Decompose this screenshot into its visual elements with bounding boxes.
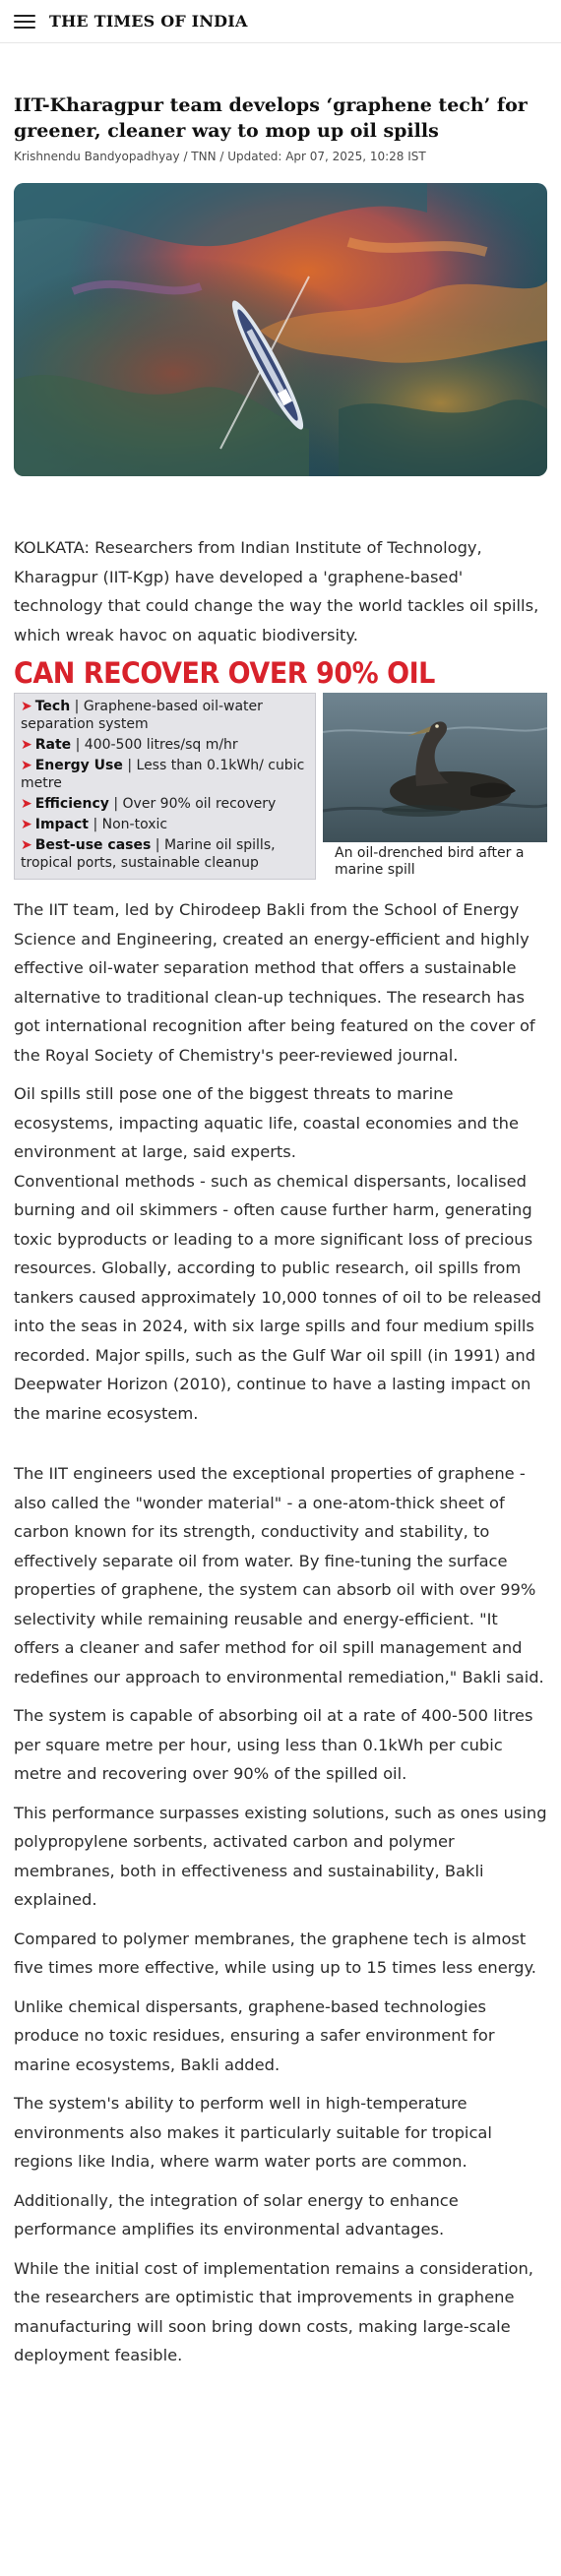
hamburger-menu-icon[interactable] xyxy=(14,15,35,29)
red-arrow-icon: ➤ xyxy=(21,837,32,853)
article-paragraph: The IIT engineers used the exceptional properties of graphene - also called the "wonder material" - a one-atom-thick sheet of carbon known for its strength, conductivity and stability, to effectively separate oil from water. By fine-tuning the surface properties of graphene, the system can absorb oil with over 99% selectivity while remaining reusable and energy-efficient. "It offers a cleaner and safer method for oil spill management and redefines our approach to environmental remediation," Bakli said. xyxy=(14,1464,544,1687)
infographic-fact: ➤ Best-use cases | Marine oil spills, tropical ports, sustainable cleanup xyxy=(21,837,276,871)
red-arrow-icon: ➤ xyxy=(21,817,32,832)
article-paragraph: KOLKATA: Researchers from Indian Institute of Technology, Kharagpur (IIT-Kgp) have developed a 'graphene-based' technology that could change the way the world tackles oil spills, which wreak havoc on aquatic biodiversity. xyxy=(14,538,539,644)
article-paragraph: Conventional methods - such as chemical dispersants, localised burning and oil skimmers - often cause further harm, generating toxic byproducts or leading to a more significant loss of precious resources. Globally, according to public research, oil spills from tankers caused approximately 10,000 tonnes of oil to be released into the seas in 2024, with six large spills and four medium spills recorded. Major spills, such as the Gulf War oil spill (in 1991) and Deepwater Horizon (2010), continue to have a lasting impact on the marine ecosystem. xyxy=(14,1171,541,1423)
article-paragraph: Compared to polymer membranes, the graphene tech is almost five times more effective, while using up to 15 times less energy. xyxy=(14,1929,536,1977)
red-arrow-icon: ➤ xyxy=(21,737,32,753)
article-paragraph: This performance surpasses existing solutions, such as ones using polypropylene sorbents, activated carbon and polymer membranes, both in effectiveness and sustainability, Bakli explained. xyxy=(14,1803,547,1909)
red-arrow-icon: ➤ xyxy=(21,699,32,714)
article-paragraph: While the initial cost of implementation remains a consideration, the researchers are optimistic that improvements in graphene manufacturing will soon bring down costs, making large-scale deployment feasible. xyxy=(14,2258,533,2364)
bird-photo-caption: An oil-drenched bird after a marine spill xyxy=(335,845,525,878)
infographic-fact: ➤ Energy Use | Less than 0.1kWh/ cubic metre xyxy=(21,758,305,791)
red-arrow-icon: ➤ xyxy=(21,758,32,773)
article-paragraph: Unlike chemical dispersants, graphene-based technologies produce no toxic residues, ensuring a safer environment for marine ecosystems, Bakli added. xyxy=(14,1996,495,2074)
article-paragraph: Oil spills still pose one of the biggest threats to marine ecosystems, impacting aquatic life, coastal economies and the environment at large, said experts. xyxy=(14,1084,520,1161)
site-brand-logo[interactable]: THE TIMES OF INDIA xyxy=(49,12,248,31)
article-paragraph: The IIT team, led by Chirodeep Bakli from the School of Energy Science and Engineering, created an energy-efficient and highly effective oil-water separation method that offers a sustainable alternative to traditional clean-up techniques. The research has got international recognition after being featured on the cover of the Royal Society of Chemistry's peer-reviewed journal. xyxy=(14,900,535,1065)
infographic-fact: ➤ Rate | 400-500 litres/sq m/hr xyxy=(21,737,238,753)
article xyxy=(0,92,561,2370)
infographic-fact: ➤ Impact | Non-toxic xyxy=(21,817,168,832)
oil-drenched-bird-photo xyxy=(323,693,547,842)
infographic-facts-list xyxy=(14,693,316,880)
site-header xyxy=(0,0,561,43)
article-paragraph: The system's ability to perform well in high-temperature environments also makes it particularly suitable for tropical regions like India, where warm water ports are common. xyxy=(14,2094,492,2171)
red-arrow-icon: ➤ xyxy=(21,796,32,812)
article-paragraph: Additionally, the integration of solar energy to enhance performance amplifies its environmental advantages. xyxy=(14,2190,459,2239)
infographic-fact: ➤ Efficiency | Over 90% oil recovery xyxy=(21,796,277,812)
article-paragraph: The system is capable of absorbing oil at a rate of 400-500 litres per square metre per hour, using less than 0.1kWh per cubic metre and recovering over 90% of the spilled oil. xyxy=(14,1706,533,1783)
infographic-title: CAN RECOVER OVER 90% OIL xyxy=(14,656,435,690)
infographic-fact: ➤ Tech | Graphene-based oil-water separation system xyxy=(21,699,263,732)
hero-image-oil-spill-aerial xyxy=(14,183,547,476)
infographic-oil-recovery xyxy=(14,655,547,884)
article-byline: Krishnendu Bandyopadhyay / TNN / Updated: Apr 07, 2025, 10:28 IST xyxy=(14,150,426,163)
article-headline: IIT-Kharagpur team develops ‘graphene tech’ for greener, cleaner way to mop up oil spills xyxy=(14,94,528,142)
